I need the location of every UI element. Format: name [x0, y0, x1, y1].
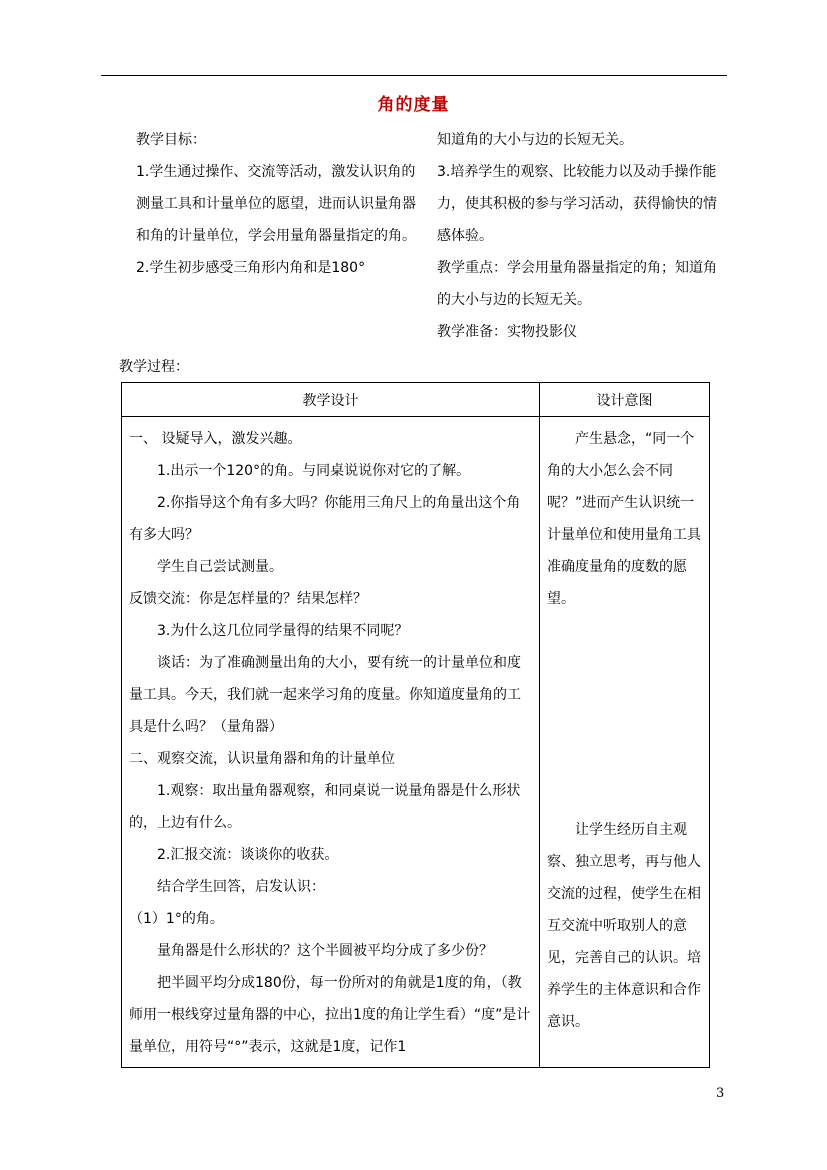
objective-1: 1.学生通过操作、交流等活动，激发认识角的测量工具和计量单位的愿望，进而认识量角器和角的计量单位，学会用量角器量指定的角。 — [136, 164, 416, 244]
design-lines — [122, 417, 539, 1063]
design-line: 学生自己尝试测量。 — [157, 559, 283, 575]
design-line: （1）1°的角。 — [129, 911, 224, 927]
intent-lines — [540, 417, 709, 1063]
intent-paragraph-2: 让学生经历自主观察、独立思考，再与他人交流的过程，使学生在相互交流中听取别人的意见，完善自己的认识。培养学生的主体意识和合作意识。 — [547, 822, 701, 1030]
design-line: 1.出示一个120°的角。与同桌说说你对它的了解。 — [157, 463, 471, 479]
key-points: 教学重点：学会用量角器量指定的角；知道角的大小与边的长短无关。 — [437, 260, 717, 308]
objective-2-continued: 知道角的大小与边的长短无关。 — [437, 132, 633, 148]
intent-paragraph-1: 产生悬念，“同一个角的大小怎么会不同呢？”进而产生认识统一计量单位和使用量角工具准确度量角的度数的愿望。 — [547, 431, 701, 607]
design-line: 谈话：为了准确测量出角的大小，要有统一的计量单位和度量工具。今天，我们就一起来学习角的度量。你知道度量角的工具是什么吗？（量角器） — [129, 655, 521, 735]
objectives-right-column — [437, 124, 727, 348]
header-intent: 设计意图 — [540, 383, 710, 417]
intent-cell — [540, 417, 710, 1068]
design-line: 1.观察：取出量角器观察，和同桌说一说量角器是什么形状的，上边有什么。 — [129, 783, 521, 831]
objectives-left-column — [136, 124, 426, 284]
header-design: 教学设计 — [122, 383, 540, 417]
objective-2: 2.学生初步感受三角形内角和是180° — [136, 260, 366, 276]
design-line: 反馈交流：你是怎样量的？结果怎样？ — [129, 591, 367, 607]
table-row — [122, 417, 710, 1068]
design-line: 一、 设疑导入，激发兴趣。 — [129, 431, 302, 447]
preparation: 教学准备：实物投影仪 — [437, 324, 577, 340]
design-line: 把半圆平均分成180份，每一份所对的角就是1度的角，（教师用一根线穿过量角器的中心，拉出1度的角让学生看）“度”是计量单位，用符号“°”表示，这就是1度，记作1 — [129, 975, 531, 1055]
design-line: 二、观察交流，认识量角器和角的计量单位 — [129, 751, 395, 767]
design-cell — [122, 417, 540, 1068]
design-line: 3.为什么这几位同学量得的结果不同呢？ — [157, 623, 409, 639]
design-line: 2.汇报交流：谈谈你的收获。 — [157, 847, 339, 863]
lesson-table — [121, 382, 710, 1068]
design-line: 2.你指导这个角有多大吗？你能用三角尺上的角量出这个角有多大吗？ — [129, 495, 521, 543]
design-line: 结合学生回答，启发认识： — [157, 879, 325, 895]
objective-3: 3.培养学生的观察、比较能力以及动手操作能力，使其积极的参与学习活动，获得愉快的情感体验。 — [437, 164, 717, 244]
header-rule — [101, 75, 727, 76]
table-header-row — [122, 383, 710, 417]
page-number: 3 — [716, 1086, 725, 1101]
design-line: 量角器是什么形状的？这个半圆被平均分成了多少份？ — [157, 943, 493, 959]
objectives-label: 教学目标： — [136, 132, 206, 148]
process-label: 教学过程： — [119, 359, 189, 375]
page-title: 角的度量 — [377, 95, 450, 115]
